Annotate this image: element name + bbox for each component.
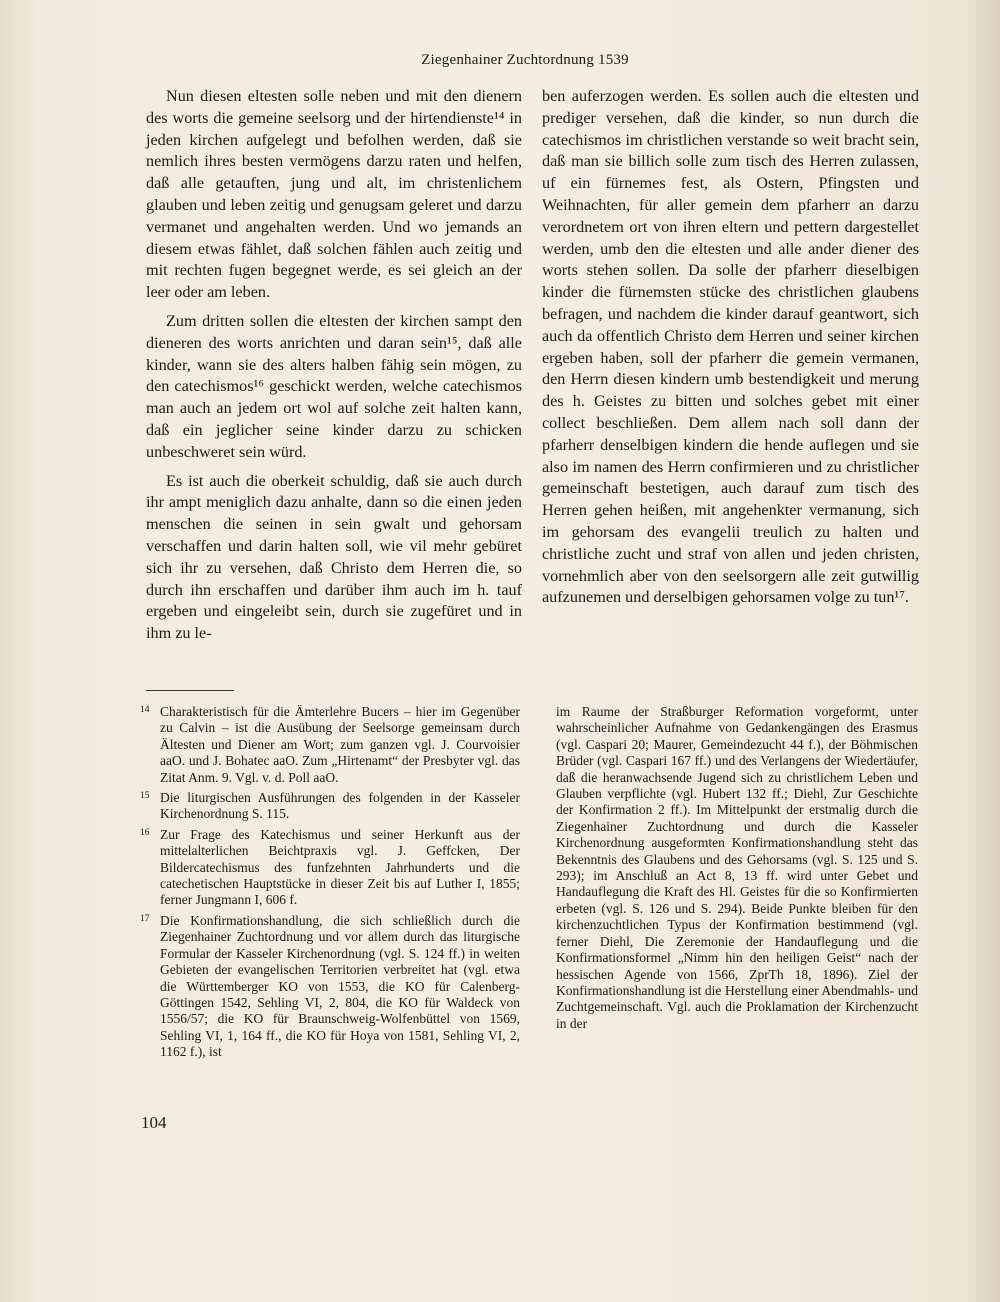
footnote — [140, 827, 520, 909]
footnotes-right-column — [556, 704, 918, 1032]
paragraph: Zum dritten sollen die eltesten der kirchen sampt den dieneren des worts anrichten und daran sein¹⁵, daß alle kinder, wann sie des alters halben fähig sein mögen, zu den catechismos¹⁶ geschickt werden, welche catechismos man auch an jedem ort wol auf solche zeit halten kann, daß ein jeglicher seine kinder darzu zu schicken unbeschweret sein würd. — [146, 311, 522, 461]
footnote — [140, 790, 520, 823]
main-text-right-column — [542, 86, 919, 616]
running-head: Ziegenhainer Zuchtordnung 1539 — [421, 52, 629, 68]
footnote-number: 17 — [140, 913, 150, 924]
footnote-number: 14 — [140, 705, 150, 715]
main-text-left-column — [146, 86, 522, 652]
footnote-text: Charakteristisch für die Ämterlehre Bucers – hier im Gegenüber zu Calvin – ist die Ausübung der Seelsorge gemeinsam durch Ältesten und Diener am Wort; zum ganzen vgl. J. Courvoisier aaO. und J. Bohatec aaO. Zum „Hirtenamt“ der Presbyter vgl. das Zitat Anm. 9. Vgl. v. d. Poll aaO. — [160, 704, 520, 785]
page-number: 104 — [141, 1113, 167, 1132]
footnote-text: Zur Frage des Katechismus und seiner Herkunft aus der mittelalterlichen Beichtpraxis vgl. J. Geffcken, Der Bildercatechismus des funfzehnten Jahrhunderts und die catechetischen Hauptstücke in dieser Zeit bis auf Luther I, 1855; ferner Jungmann I, 606 f. — [160, 826, 520, 908]
footnote-separator — [146, 690, 234, 691]
footnote-number: 16 — [140, 827, 150, 838]
footnote-text: Die liturgischen Ausführungen des folgenden in der Kasseler Kirchenordnung S. 115. — [160, 790, 520, 822]
footnotes-left-column — [140, 704, 520, 1065]
paragraph: Es ist auch die oberkeit schuldig, daß sie auch durch ihr ampt meniglich dazu anhalte, dann so die einen jeden menschen die seinen in sein gwalt und gehorsam verschaffen und darin halten soll, wie vil mehr gebüret sich ihr zu versehen, daß Christo dem Herren die, so durch ihn erschaffen und darüber ihm auch im h. tauf ergeben und eingeleibt sein, durch sie zugefüret und in ihm zu le- — [146, 471, 522, 643]
footnote — [140, 704, 520, 786]
paragraph: ben auferzogen werden. Es sollen auch die eltesten und prediger versehen, daß die kinder, so nun durch die catechismos im christlichen verstande so weit bracht sein, daß man sie billich solle zum tisch des Herren zulassen, uf ein fürnemes fest, als Ostern, Pfingsten und Weihnachten, für aller gemein dem pfarherr an darzu verordnetem ort von ihren eltern und pettern dargestellet werden, umb den die eltesten und alle ander diener des worts stehen sollen. Da solle der pfarherr dieselbigen kinder die fürnemsten stücke des christlichen glaubens befragen, und nachdem die kinder darauf geantwort, sich auch da offentlich Christo dem Herren und seiner kirchen ergeben haben, soll der pfarherr die gemein vermanen, den Herrn diesen kindern umb bestendigkeit und merung des h. Geistes zu bitten und solches gebet mit einer collect beschließen. Dem allem nach soll dann der pfarherr denselbigen kindern die hende auflegen und sie also im namen des Herrn confirmieren und zu christlicher gemeinschaft bestetigen, auch darauf zum tisch des Herren gehen heißen, mit angehenkter vermanung, sich im gehorsam des evangelii treulich zu halten und christliche zucht und straf von allen und jeden christen, vornehmlich aber von den seelsorgern alle zeit gutwillig aufzunemen und derselbigen gehorsamen volge zu tun¹⁷. — [542, 87, 919, 607]
footnote-text: Die Konfirmationshandlung, die sich schließlich durch die Ziegenhainer Zuchtordnung und vor allem durch das liturgische Formular der Kasseler Kirchenordnung (vgl. S. 124 ff.) in weiten Gebieten der evangelischen Territorien verbreitet hat (vgl. etwa die Württemberger KO von 1553, die KO für Calenberg-Göttingen 1542, Sehling VI, 2, 804, die KO für Waldeck von 1556/57; die KO für Braunschweig-Wolfenbüttel von 1569, Sehling VI, 1, 164 ff., die KO für Hoya von 1581, Sehling VI, 2, 1162 f.), ist — [160, 912, 520, 1060]
footnote — [140, 913, 520, 1061]
paragraph: Nun diesen eltesten solle neben und mit den dienern des worts die gemeine seelsorg und der hirtendienste¹⁴ in jeden kirchen aufgelegt und befolhen werden, daß sie nemlich ihres besten vermögens darzu raten und helfen, daß alle getauften, jung und alt, im christenlichem glauben und leben zeitig und genugsam geleret und darzu vermanet und angehalten werden. Und wo jemands an diesem etwas fählet, daß solchen fählen auch zeitig und mit rechten fugen begegnet werde, es sei gleich an der leer oder am leben. — [146, 87, 522, 302]
footnote-continuation: im Raume der Straßburger Reformation vorgeformt, unter wahrscheinlicher Aufnahme von Gedankengängen des Erasmus (vgl. Caspari 20; Maurer, Gemeindezucht 44 f.), der Böhmischen Brüder (vgl. Caspari 167 ff.) und des Verlangens der Wiedertäufer, daß die heranwachsende Jugend sich zu christlichem Leben und Glauben verpflichte (vgl. Hubert 132 ff.; Diehl, Zur Geschichte der Konfirmation 2 ff.). Im Mittelpunkt der erstmalig durch die Ziegenhainer Zuchtordnung und durch die Kasseler Kirchenordnung ausgeformten Konfirmationshandlung steht das Bekenntnis des Glaubens und des Gehorsams (vgl. S. 125 und S. 293); im Anschluß an Act 8, 13 ff. wird unter Gebet und Handauflegung die Kraft des Hl. Geistes für die so Konfirmierten erbeten (vgl. S. 126 und S. 294). Beide Punkte bleiben für den kirchenzuchtlichen Typus der Konfirmation bestimmend (vgl. ferner Diehl, Die Zeremonie der Handauflegung und die Konfirmationsformel „Nimm hin den heiligen Geist“ nach der hessischen Agende von 1566, ZprTh 18, 1896). Ziel der Konfirmationshandlung ist die Herstellung einer Abendmahls- und Zuchtgemeinschaft. Vgl. auch die Proklamation der Kirchenzucht in der — [556, 704, 918, 1031]
footnote-number: 15 — [140, 791, 150, 802]
